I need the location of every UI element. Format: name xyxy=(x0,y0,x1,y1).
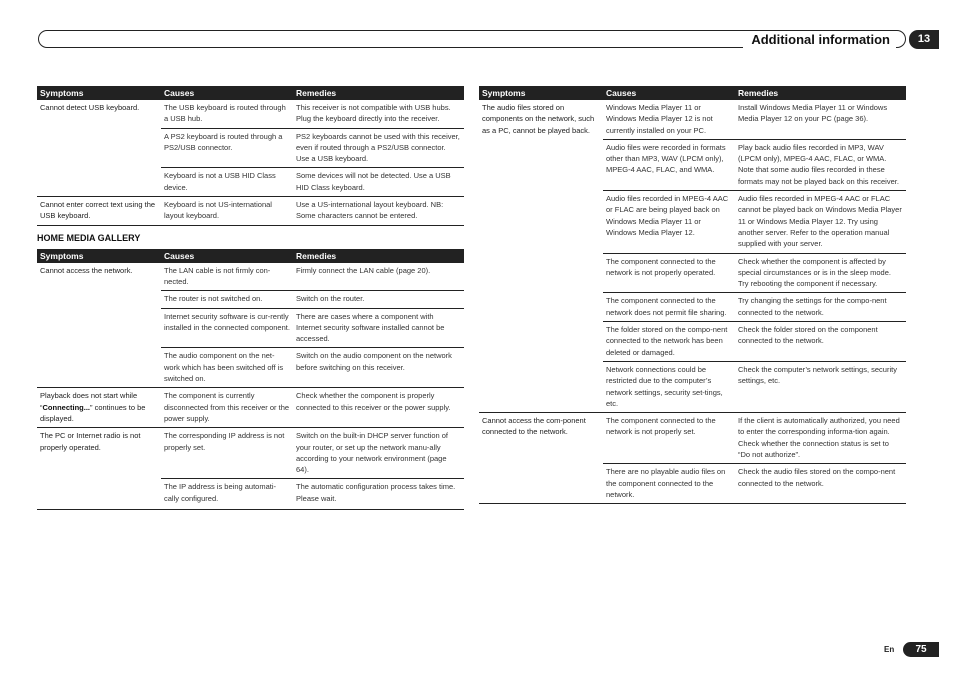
connecting-keyword: Connecting... xyxy=(42,402,90,412)
usb-keyboard-table xyxy=(37,86,464,226)
cause-cell: The USB keyboard is routed through a USB hub. xyxy=(164,103,286,124)
remedy-cell: Switch on the built-in DHCP server function of your router, or set up the network manu-ally according to your network environment (page 64). xyxy=(293,428,464,479)
table-row xyxy=(37,100,464,128)
causes-header: Causes xyxy=(603,86,735,100)
cause-cell: Keyboard is not US-international layout keyboard. xyxy=(161,197,293,226)
remedies-header: Remedies xyxy=(735,86,906,100)
home-media-gallery-table xyxy=(37,249,464,510)
table-header-row xyxy=(479,86,906,100)
remedy-cell: Install Windows Media Player 11 or Windows Media Player 12 on your PC (page 36). xyxy=(738,103,888,124)
cause-cell: A PS2 keyboard is routed through a PS2/USB connector. xyxy=(161,128,293,168)
cause-cell: Keyboard is not a USB HID Class device. xyxy=(161,168,293,197)
remedy-line: Check whether the component is affected by special circumstances or is in the sleep mode. xyxy=(738,256,891,277)
cause-cell: The LAN cable is not firmly con-nected. xyxy=(164,265,271,286)
table-header-row xyxy=(37,86,464,100)
page-title: Additional information xyxy=(743,31,896,48)
cause-cell: Audio files recorded in MPEG-4 AAC or FLAC are being played back on Windows Media Player 11 or Windows Media Player 12. xyxy=(603,191,735,253)
symptom-cell: Cannot access the network. xyxy=(40,265,133,275)
remedy-cell: Switch on the router. xyxy=(293,291,464,308)
remedy-line: Try rebooting the component if necessary. xyxy=(738,279,878,289)
cause-cell: Network connections could be restricted due to the computer’s network settings, security set-tings, etc. xyxy=(603,361,735,412)
symptom-cell: The PC or Internet radio is not properly operated. xyxy=(37,428,161,510)
table-row xyxy=(479,100,906,139)
remedy-cell: Try changing the settings for the compo-nent connected to the network. xyxy=(735,293,906,322)
symptom-cell xyxy=(37,388,161,428)
table-row xyxy=(37,263,464,291)
remedy-cell: Check the computer’s network settings, security settings, etc. xyxy=(735,361,906,412)
remedy-cell: Check whether the component is properly connected to this receiver or the power supply. xyxy=(293,388,464,428)
left-column xyxy=(37,86,464,510)
cause-cell: The router is not switched on. xyxy=(161,291,293,308)
symptom-text: Playback does not start while “ xyxy=(40,391,138,412)
cause-cell: The component connected to the network does not permit file sharing. xyxy=(603,293,735,322)
table-row xyxy=(37,197,464,226)
symptom-cell: Cannot detect USB keyboard. xyxy=(40,103,140,112)
cause-cell: Windows Media Player 11 or Windows Media Player 12 is not currently installed on your PC. xyxy=(606,103,713,135)
remedy-cell: If the client is automatically authorized, you need to enter the corresponding informa-tion again. Check whether the connection status is set to “Do not authorize”. xyxy=(735,413,906,464)
remedy-cell: Some devices will not be detected. Use a USB HID Class keyboard. xyxy=(293,168,464,197)
remedy-cell: Audio files recorded in MPEG-4 AAC or FLAC cannot be played back on Windows Media Player 11 or Windows Media Player 12. Try using another server. Refer to the operation manual supplied with your server. xyxy=(735,191,906,253)
table-row xyxy=(37,388,464,428)
symptom-cell: Cannot access the com-ponent connected to the network. xyxy=(479,413,603,504)
cause-cell: Audio files were recorded in formats other than MP3, WAV (LPCM only), MPEG-4 AAC, FLAC, and WMA. xyxy=(603,139,735,190)
table-row xyxy=(37,428,464,479)
network-playback-table xyxy=(479,86,906,504)
cause-cell: The folder stored on the compo-nent connected to the network has been deleted or damaged. xyxy=(603,322,735,362)
remedy-cell: Check the audio files stored on the compo-nent connected to the network. xyxy=(735,464,906,504)
remedy-cell: Play back audio files recorded in MP3, WAV (LPCM only), MPEG-4 AAC, FLAC, or WMA. Note that some audio files recorded in these formats may not be played back on this receiver. xyxy=(735,139,906,190)
remedy-cell: There are cases where a component with Internet security software installed cannot be accessed. xyxy=(293,308,464,348)
remedy-cell: PS2 keyboards cannot be used with this receiver, even if routed through a PS2/USB connector. Use a USB keyboard. xyxy=(293,128,464,168)
cause-cell: Internet security software is cur-rently installed in the connected component. xyxy=(161,308,293,348)
remedies-header: Remedies xyxy=(293,249,464,263)
remedies-header: Remedies xyxy=(293,86,464,100)
cause-cell: There are no playable audio files on the component connected to the network. xyxy=(603,464,735,504)
remedy-cell: The automatic configuration process takes time. Please wait. xyxy=(293,479,464,510)
remedy-cell: This receiver is not compatible with USB hubs. Plug the keyboard directly into the receiver. xyxy=(296,103,451,124)
symptom-cell: The audio files stored on components on the network, such as a PC, cannot be played back. xyxy=(482,103,595,135)
symptoms-header: Symptoms xyxy=(37,249,161,263)
remedy-cell xyxy=(735,253,906,293)
page-number: 75 xyxy=(903,642,939,657)
symptoms-header: Symptoms xyxy=(479,86,603,100)
remedy-cell: Use a US-international layout keyboard. NB: Some characters cannot be entered. xyxy=(293,197,464,226)
symptom-cell: Cannot enter correct text using the USB keyboard. xyxy=(37,197,161,226)
cause-cell: The corresponding IP address is not properly set. xyxy=(161,428,293,479)
section-heading-home-media-gallery: HOME MEDIA GALLERY xyxy=(37,232,141,243)
causes-header: Causes xyxy=(161,249,293,263)
language-label: En xyxy=(884,645,895,654)
cause-cell: The IP address is being automati-cally configured. xyxy=(161,479,293,510)
table-header-row xyxy=(37,249,464,263)
cause-cell: The audio component on the net-work which has been switched off is switched on. xyxy=(161,348,293,388)
cause-cell: The component connected to the network is not properly set. xyxy=(603,413,735,464)
chapter-badge: 13 xyxy=(909,30,939,49)
remedy-cell: Firmly connect the LAN cable (page 20). xyxy=(296,265,431,275)
causes-header: Causes xyxy=(161,86,293,100)
remedy-cell: Check the folder stored on the component connected to the network. xyxy=(735,322,906,362)
table-row xyxy=(479,413,906,464)
cause-cell: The component connected to the network is not properly operated. xyxy=(603,253,735,293)
remedy-cell: Switch on the audio component on the network before switching on this receiver. xyxy=(293,348,464,388)
symptoms-header: Symptoms xyxy=(37,86,161,100)
right-column xyxy=(479,86,906,504)
symptom-text: ” continues to be displayed. xyxy=(40,402,146,423)
cause-cell: The component is currently disconnected from this receiver or the power supply. xyxy=(161,388,293,428)
